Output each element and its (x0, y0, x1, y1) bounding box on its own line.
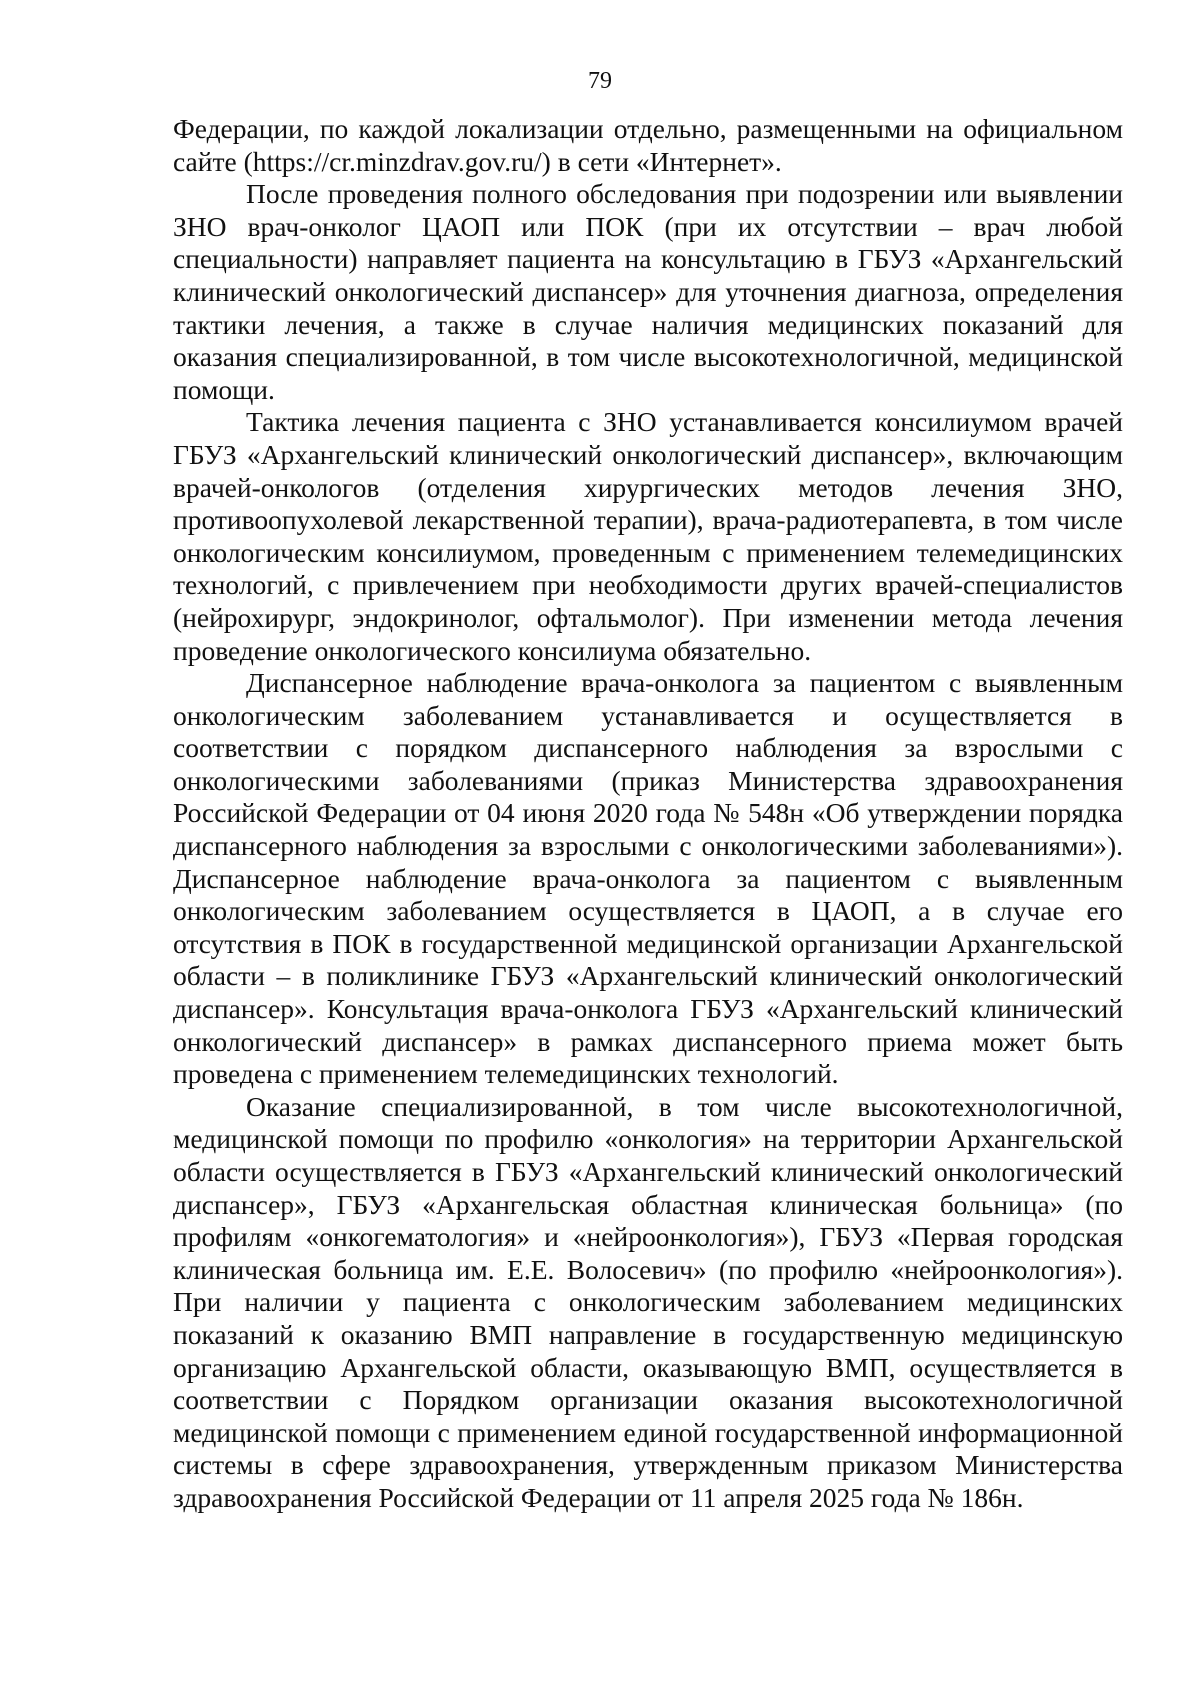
page-number: 79 (588, 68, 612, 94)
paragraph-dispensary-observation: Диспансерное наблюдение врача-онколога за пациентом с выявленным онкологическим заболеванием устанавливается и осуществляется в соответствии с порядком диспансерного наблюдения за взрослыми с онкологическими заболеваниями (приказ Министерства здравоохранения Российской Федерации от 04 июня 2020 года № 548н «Об утверждении порядка диспансерного наблюдения за взрослыми с онкологическими заболеваниями»). Диспансерное наблюдение врача-онколога за пациентом с выявленным онкологическим заболеванием осуществляется в ЦАОП, а в случае его отсутствия в ПОК в государственной медицинской организации Архангельской области – в поликлинике ГБУЗ «Архангельский клинический онкологический диспансер». Консультация врача-онколога ГБУЗ «Архангельский клинический онкологический диспансер» в рамках диспансерного приема может быть проведена с применением телемедицинских технологий. (173, 667, 1123, 1090)
paragraph-treatment-tactics: Тактика лечения пациента с ЗНО устанавливается консилиумом врачей ГБУЗ «Архангельский клинический онкологический диспансер», включающим врачей-онкологов (отделения хирургических методов лечения ЗНО, противоопухолевой лекарственной терапии), врача-радиотерапевта, в том числе онкологическим консилиумом, проведенным с применением телемедицинских технологий, с привлечением при необходимости других врачей-специалистов (нейрохирург, эндокринолог, офтальмолог). При изменении метода лечения проведение онкологического консилиума обязательно. (173, 406, 1123, 666)
paragraph-continuation: Федерации, по каждой локализации отдельно, размещенными на официальном сайте (https://cr.minzdrav.gov.ru/) в сети «Интернет». (173, 113, 1123, 177)
paragraph-specialized-care: Оказание специализированной, в том числе высокотехнологичной, медицинской помощи по профилю «онкология» на территории Архангельской области осуществляется в ГБУЗ «Архангельский клинический онкологический диспансер», ГБУЗ «Архангельская областная клиническая больница» (по профилям «онкогематология» и «нейроонкология»), ГБУЗ «Первая городская клиническая больница им. Е.Е. Волосевич» (по профилю «нейроонкология»). При наличии у пациента с онкологическим заболеванием медицинских показаний к оказанию ВМП направление в государственную медицинскую организацию Архангельской области, оказывающую ВМП, осуществляется в соответствии с Порядком организации оказания высокотехнологичной медицинской помощи с применением единой государственной информационной системы в сфере здравоохранения, утвержденным приказом Министерства здравоохранения Российской Федерации от 11 апреля 2025 года № 186н. (173, 1090, 1123, 1513)
document-body (173, 113, 1123, 1515)
paragraph-examination-referral: После проведения полного обследования при подозрении или выявлении ЗНО врач-онколог ЦАОП или ПОК (при их отсутствии – врач любой специальности) направляет пациента на консультацию в ГБУЗ «Архангельский клинический онкологический диспансер» для уточнения диагноза, определения тактики лечения, а также в случае наличия медицинских показаний для оказания специализированной, в том числе высокотехнологичной, медицинской помощи. (173, 178, 1123, 405)
